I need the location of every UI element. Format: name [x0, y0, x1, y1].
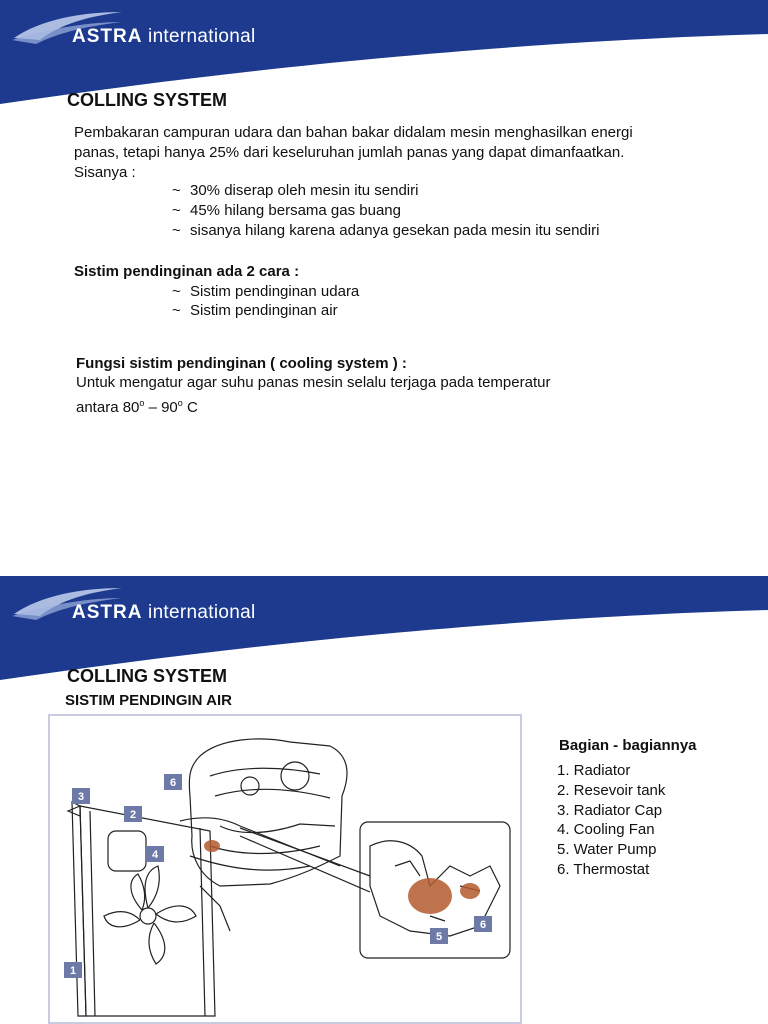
cooling-system-diagram: [48, 714, 522, 1024]
list-item: ~ Sistim pendinginan udara: [172, 283, 360, 300]
diagram-label-6: 6: [169, 777, 177, 789]
methods-heading: Sistim pendinginan ada 2 cara :: [74, 263, 300, 280]
list-item: ~ sisanya hilang karena adanya gesekan pada mesin itu sendiri: [172, 222, 600, 239]
page-subtitle: SISTIM PENDINGIN AIR: [65, 692, 232, 709]
diagram-label-4: 4: [151, 849, 159, 861]
list-item: ~ 30% diserap oleh mesin itu sendiri: [172, 182, 419, 199]
intro-paragraph: [74, 123, 633, 183]
list-item: 5. Water Pump: [557, 841, 657, 859]
intro-line: Pembakaran campuran udara dan bahan bakar didalam mesin menghasilkan energi: [74, 124, 633, 141]
function-text: Untuk mengatur agar suhu panas mesin selalu terjaga pada temperatur antara 80$^o$ – 90$^o$ C: [76, 374, 551, 416]
brand-logo: ASTRA international: [72, 602, 256, 623]
list-item: 1. Radiator: [557, 762, 631, 779]
brand-logo: ASTRA international: [72, 26, 256, 47]
list-item: ~ 45% hilang bersama gas buang: [172, 202, 401, 219]
diagram-label-3: 3: [77, 791, 85, 803]
parts-list: [557, 761, 665, 880]
parts-heading: Bagian - bagiannya: [559, 737, 697, 754]
diagram-label-6-inset: 6: [479, 919, 487, 931]
slide-2: [0, 576, 768, 1024]
list-item: 6. Thermostat: [557, 860, 650, 878]
diagram-label-2: 2: [129, 809, 137, 821]
page-title: COLLING SYSTEM: [67, 90, 228, 110]
list-item: 3. Radiator Cap: [557, 801, 663, 819]
page-title: COLLING SYSTEM: [67, 666, 228, 686]
function-heading: Fungsi sistim pendinginan ( cooling system ) :: [76, 355, 407, 372]
diagram-label-1: 1: [69, 965, 77, 977]
list-item: 4. Cooling Fan: [557, 821, 655, 839]
list-item: ~ Sistim pendinginan air: [172, 302, 338, 319]
diagram-label-5: 5: [435, 931, 443, 943]
engine-cooling-illustration: [50, 716, 520, 1022]
list-item: 2. Resevoir tank: [557, 781, 666, 799]
intro-line: panas, tetapi hanya 25% dari keseluruhan jumlah panas yang dapat dimanfaatkan.: [74, 144, 625, 161]
intro-line: Sisanya :: [74, 164, 136, 181]
